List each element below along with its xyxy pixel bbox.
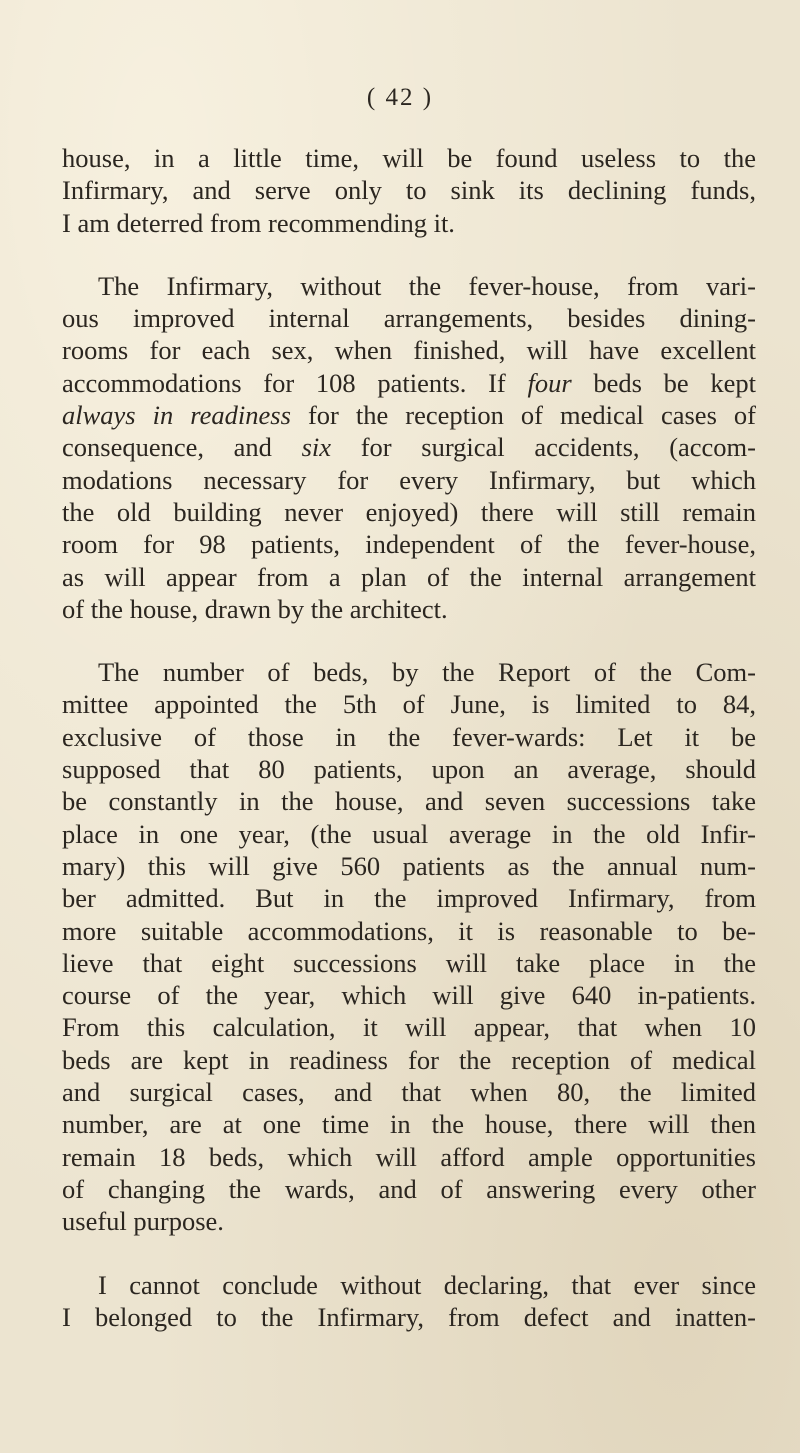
text-line: ous improved internal arrangements, besides dining- (62, 303, 756, 334)
text-line: I cannot conclude without declaring, that ever since (98, 1269, 756, 1300)
text-line: be constantly in the house, and seven successions take (62, 786, 756, 817)
text-line: I belonged to the Infirmary, from defect and inatten- (62, 1301, 756, 1332)
text-line: number, are at one time in the house, there will then (62, 1109, 756, 1140)
text-line: modations necessary for every Infirmary, but which (62, 464, 756, 495)
italic-text: six (301, 432, 332, 463)
text-line: of the house, drawn by the architect. (62, 593, 448, 624)
text-line: useful purpose. (62, 1206, 224, 1237)
text-line: I am deterred from recommending it. (62, 207, 455, 238)
text-line: lieve that eight successions will take place in the (62, 947, 756, 978)
text-line: remain 18 beds, which will afford ample opportunities (62, 1141, 756, 1172)
text-line: supposed that 80 patients, upon an average, should (62, 754, 756, 785)
text-line: The Infirmary, without the fever-house, from vari- (98, 270, 756, 301)
text-line: mary) this will give 560 patients as the annual num- (62, 850, 756, 881)
text-line: ber admitted. But in the improved Infirmary, from (62, 883, 756, 914)
italic-text: always in readiness (62, 400, 291, 431)
text-line: exclusive of those in the fever-wards: Let it be (62, 721, 756, 752)
text-line: house, in a little time, will be found useless to the (62, 143, 756, 173)
text-line: place in one year, (the usual average in the old Infir- (62, 818, 756, 849)
text-line: course of the year, which will give 640 in-patients. (62, 980, 756, 1011)
italic-text: four (527, 367, 572, 398)
text-line: more suitable accommodations, it is reasonable to be- (62, 915, 756, 946)
text-line: From this calculation, it will appear, that when 10 (62, 1012, 756, 1043)
page-number: ( 42 ) (366, 84, 434, 111)
text-line: beds are kept in readiness for the reception of medical (62, 1044, 756, 1075)
text-line: of changing the wards, and of answering every other (62, 1173, 756, 1204)
text-line: Infirmary, and serve only to sink its declining funds, (62, 175, 756, 206)
paragraph-2 (62, 270, 756, 625)
text-line: rooms for each sex, when finished, will have excellent (62, 335, 756, 366)
text-line: always in readiness for the reception of medical cases of (62, 400, 756, 431)
text-line: The number of beds, by the Report of the Com- (98, 657, 756, 688)
paragraph-3 (62, 656, 756, 1237)
paragraph-1 (62, 142, 756, 239)
text-line: consequence, and six for surgical accidents, (accom- (62, 432, 756, 463)
text-line: room for 98 patients, independent of the fever-house, (62, 529, 756, 560)
text-line: accommodations for 108 patients. If four beds be kept (62, 367, 756, 398)
text-line: as will appear from a plan of the internal arrangement (62, 561, 756, 592)
text-line: mittee appointed the 5th of June, is limited to 84, (62, 689, 756, 720)
paragraph-4 (62, 1269, 756, 1334)
body-text (62, 142, 756, 1333)
text-line: the old building never enjoyed) there will still remain (62, 496, 756, 527)
text-line: and surgical cases, and that when 80, the limited (62, 1077, 756, 1108)
